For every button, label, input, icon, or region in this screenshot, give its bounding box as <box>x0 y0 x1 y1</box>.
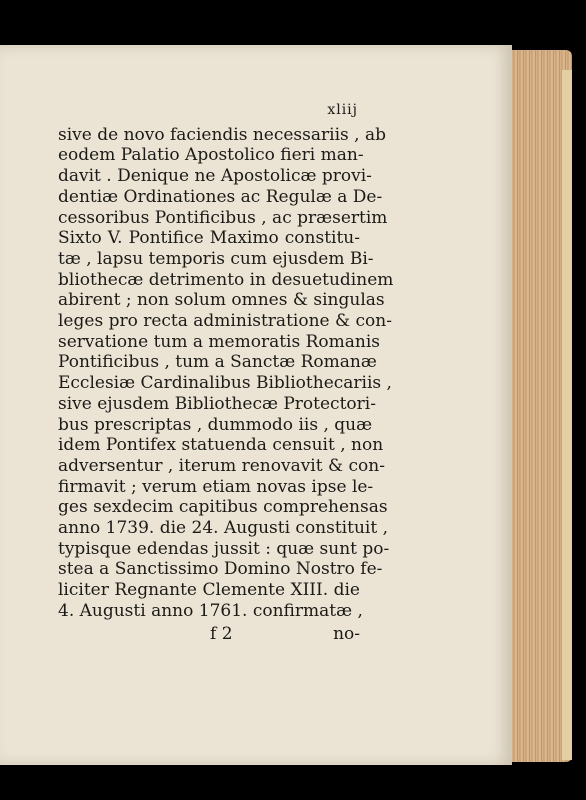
text-line: liciter Regnante Clemente XIII. die <box>58 580 360 601</box>
text-line: abirent ; non solum omnes & singulas <box>58 290 385 311</box>
text-line: stea a Sanctissimo Domino Nostro fe- <box>58 559 383 580</box>
text-line: ges sexdecim capitibus comprehensas <box>58 497 388 518</box>
text-line: dentiæ Ordinationes ac Regulæ a De- <box>58 186 383 207</box>
text-line: 4. Augusti anno 1761. confirmatæ , <box>58 600 363 621</box>
text-line: adversentur , iterum renovavit & con- <box>58 455 385 476</box>
text-line: anno 1739. die 24. Augusti constituit , <box>58 518 388 539</box>
text-line: eodem Palatio Apostolico fieri man- <box>58 145 364 166</box>
text-line: sive de novo faciendis necessariis , ab <box>58 124 386 145</box>
page-footer <box>58 624 360 645</box>
text-line: Sixto V. Pontifice Maximo constitu- <box>58 228 360 249</box>
text-line: Pontificibus , tum a Sanctæ Romanæ <box>58 352 377 373</box>
text-line: bus prescriptas , dummodo iis , quæ <box>58 414 373 435</box>
text-line: davit . Denique ne Apostolicæ provi- <box>58 166 372 187</box>
text-line: bliothecæ detrimento in desuetudinem <box>58 269 394 290</box>
text-line: servatione tum a memoratis Romanis <box>58 331 381 352</box>
text-line: idem Pontifex statuenda censuit , non <box>58 435 384 456</box>
text-line: firmavit ; verum etiam novas ipse le- <box>58 476 374 497</box>
page-text <box>58 100 394 644</box>
text-line: typisque edendas jussit : quæ sunt po- <box>58 538 390 559</box>
text-line: cessoribus Pontificibus , ac præsertim <box>58 207 388 228</box>
signature-mark: f 2 <box>210 623 233 644</box>
running-head: xliij <box>327 102 358 118</box>
catchword: no- <box>333 623 360 644</box>
text-line: sive ejusdem Bibliothecæ Protectori- <box>58 393 376 414</box>
text-line: Ecclesiæ Cardinalibus Bibliothecariis , <box>58 373 392 394</box>
text-line: leges pro recta administratione & con- <box>58 311 392 332</box>
text-line: tæ , lapsu temporis cum ejusdem Bi- <box>58 248 374 269</box>
